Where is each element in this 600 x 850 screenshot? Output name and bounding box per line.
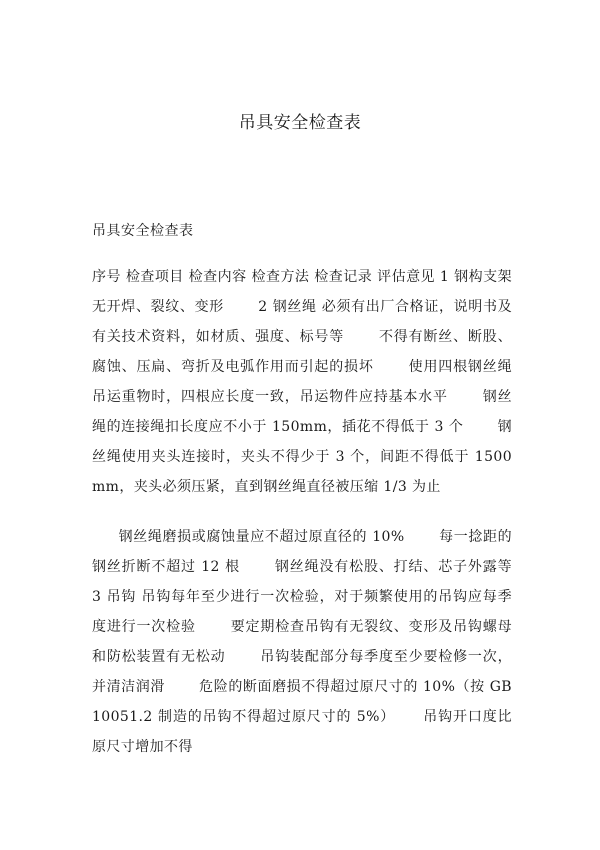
paragraph-2: 钢丝绳磨损或腐蚀量应不超过原直径的 10% 每一捻距的钢丝折断不超过 12 根 钢丝绳没有松股、打结、芯子外露等 3 吊钩 吊钩每年至少进行一次检验，对于频繁使用的吊钩应每季度进行一次检验 要定期检查吊钩有无裂纹、变形及吊钩螺母和防松装置有无松动 吊钩装配部分每季度至少要检修一次，并清洁润滑 危险的断面磨损不得超过原尺寸的 10%（按 GB10051.2 制造的吊钩不得超过原尺寸的 5%） 吊钩开口度比原尺寸增加不得 xyxy=(92,529,546,755)
document-subtitle: 吊具安全检查表 xyxy=(92,223,194,239)
page-title: 吊具安全检查表 xyxy=(238,113,362,133)
paragraph-1: 序号 检查项目 检查内容 检查方法 检查记录 评估意见 1 钢构支架 无开焊、裂纹、变形 2 钢丝绳 必须有出厂合格证，说明书及有关技术资料，如材质、强度、标号等 不得有断丝、断股、腐蚀、压扁、弯折及电弧作用而引起的损坏 使用四根钢丝绳吊运重物时，四根应长度一致，吊运物件应持基本水平 钢丝绳的连接绳扣长度应不小于 150mm，插花不得低于 3 个 钢丝绳使用夹头连接时，夹头不得少于 3 个，间距不得低于 1500mm，夹头必须压紧，直到钢丝绳直径被压缩 1/3 为止 xyxy=(92,269,512,495)
